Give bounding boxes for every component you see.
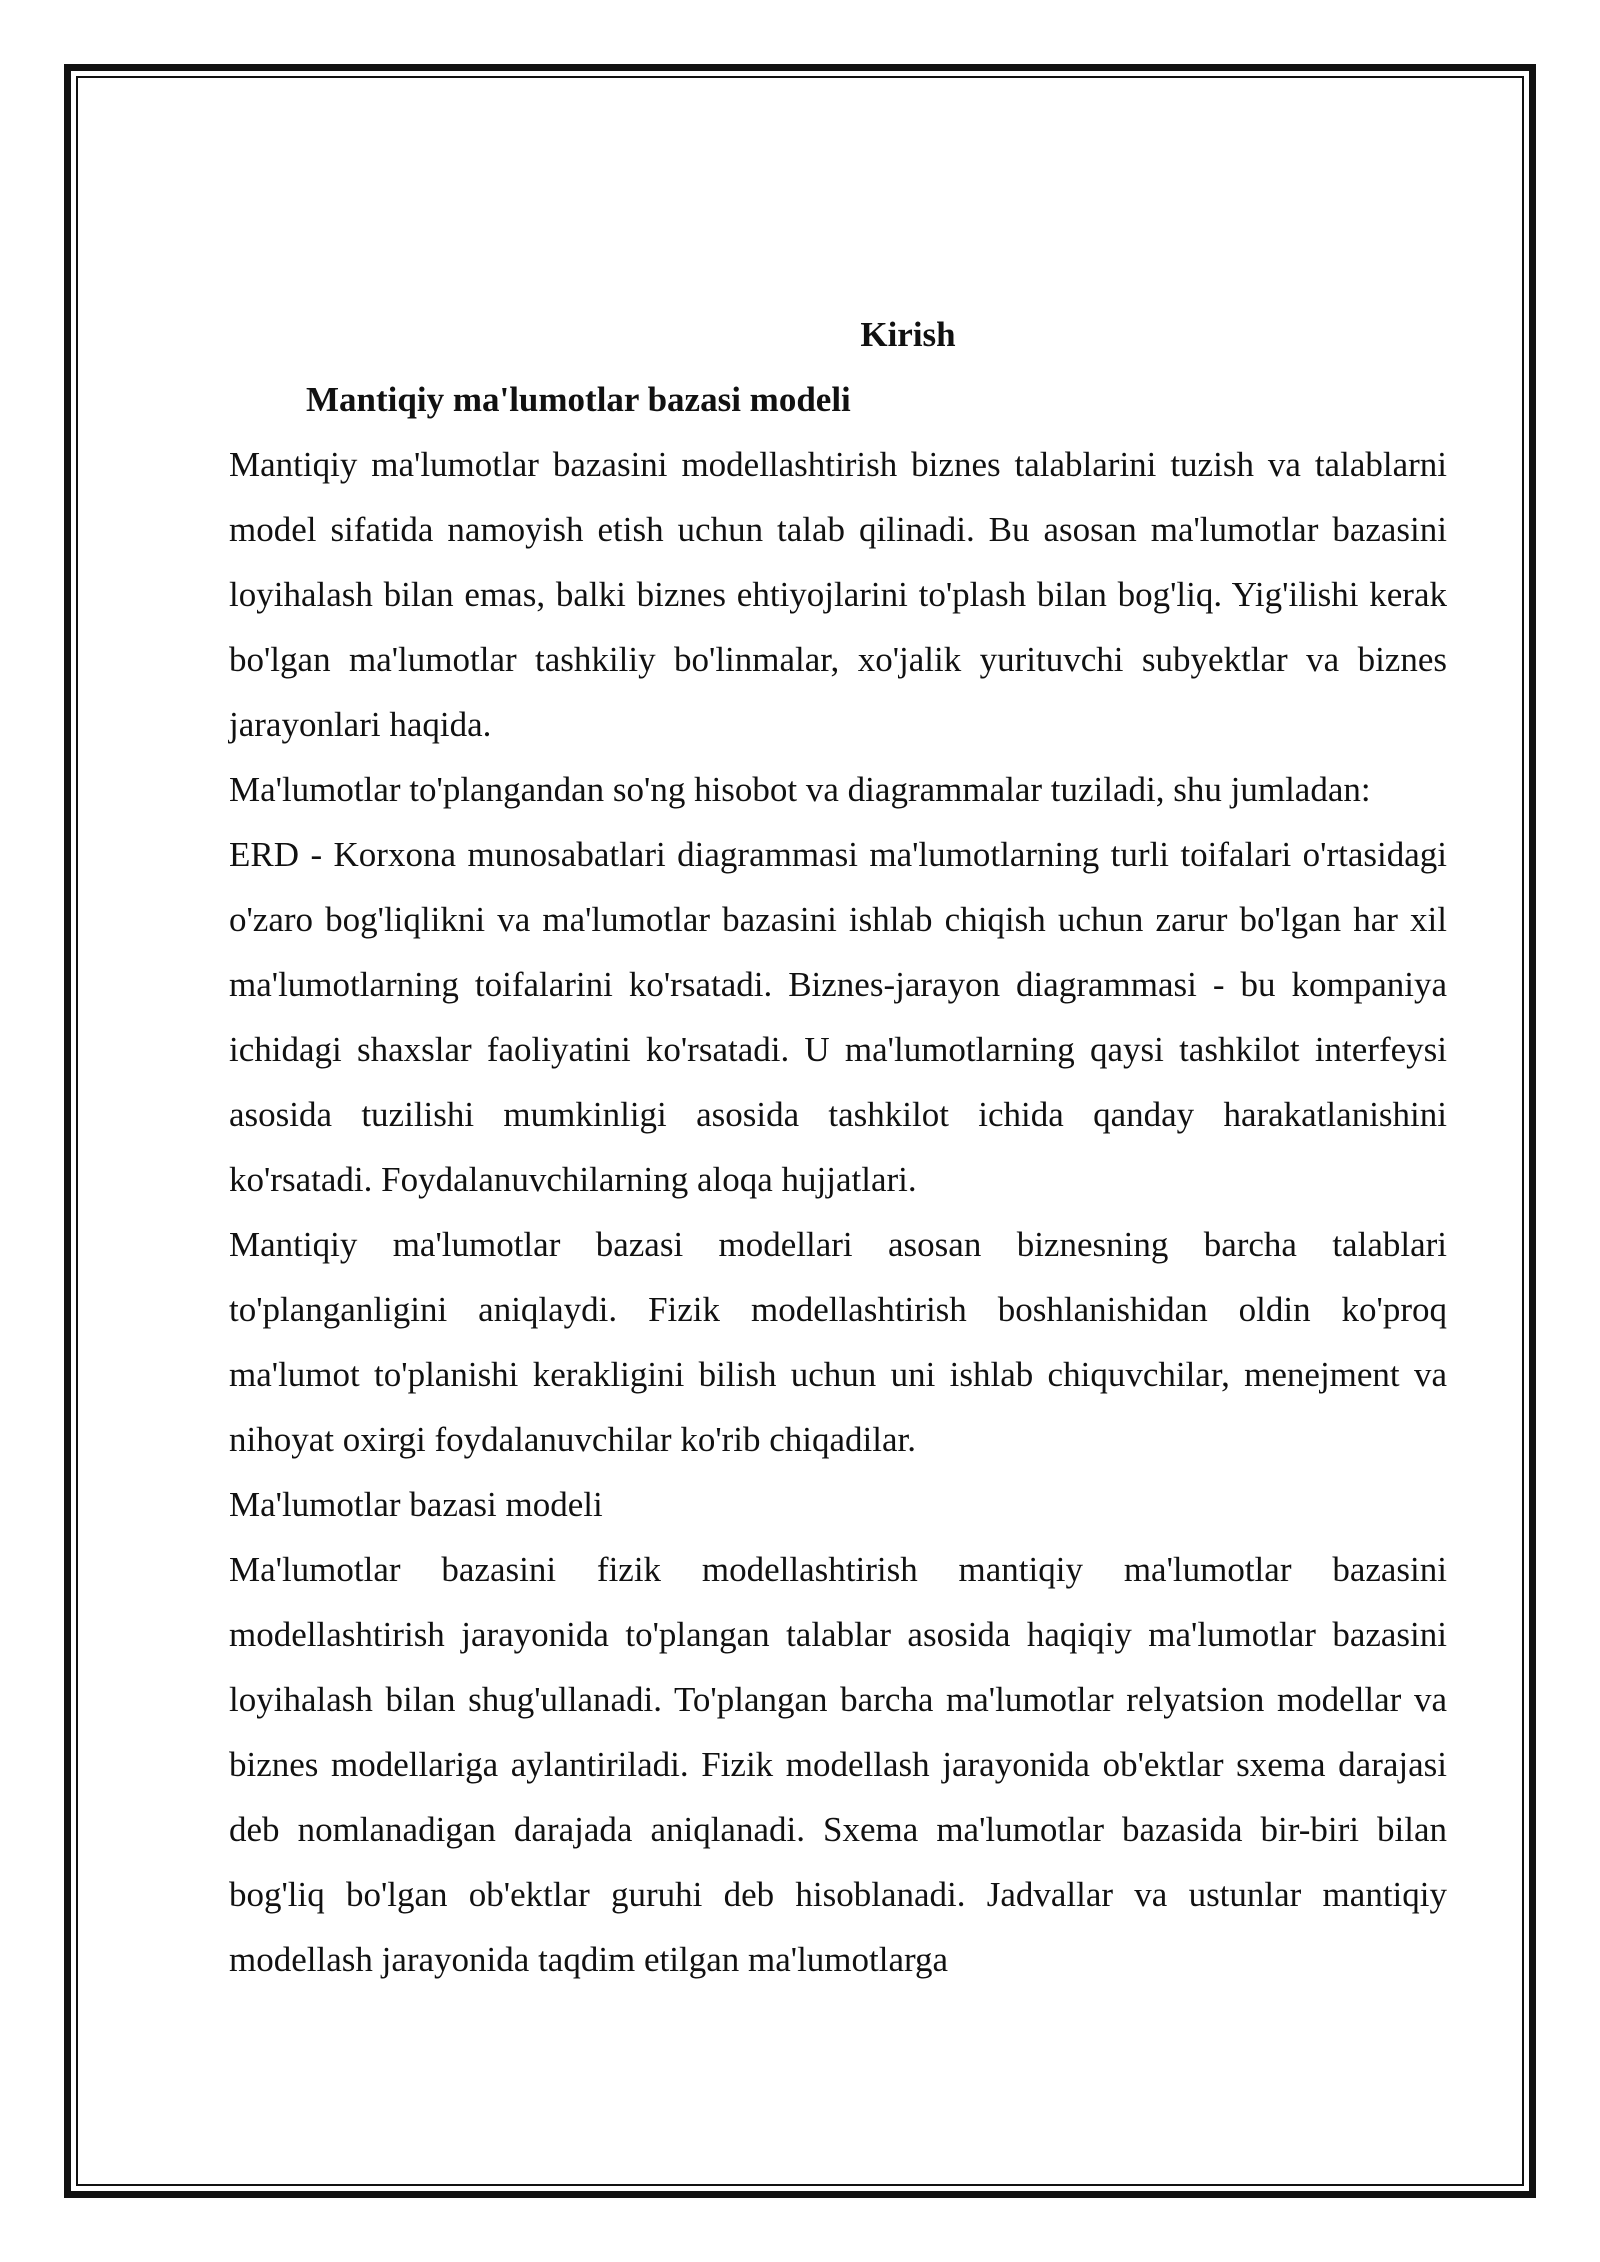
section-heading: Mantiqiy ma'lumotlar bazasi modeli xyxy=(306,380,851,419)
paragraph-database-model-label: Ma'lumotlar bazasi modeli xyxy=(229,1485,603,1524)
paragraph-physical-modeling: Ma'lumotlar bazasini fizik modellashtirish mantiqiy ma'lumotlar bazasini modellashtirish jarayonida to'plangan talablar asosida haqiqiy ma'lumotlar bazasini loyihalash bilan shug'ullanadi. To'plangan barcha ma'lumotlar relyatsion modellar va biznes modellariga aylantiriladi. Fizik modellash jarayonida ob'ektlar sxema darajasi deb nomlanadigan darajada aniqlanadi. Sxema ma'lumotlar bazasida bir-biri bilan bog'liq bo'lgan ob'ektlar guruhi deb hisoblanadi. Jadvallar va ustunlar mantiqiy modellash jarayonida taqdim etilgan ma'lumotlarga xyxy=(229,1550,1447,1979)
paragraph-logical-modeling: Mantiqiy ma'lumotlar bazasini modellashtirish biznes talablarini tuzish va talablarni model sifatida namoyish etish uchun talab qilinadi. Bu asosan ma'lumotlar bazasini loyihalash bilan emas, balki biznes ehtiyojlarini to'plash bilan bog'liq. Yig'ilishi kerak bo'lgan ma'lumotlar tashkiliy bo'linmalar, xo'jalik yurituvchi subyektlar va biznes jarayonlari haqida. xyxy=(229,445,1447,744)
document-body xyxy=(229,302,1447,1992)
paragraph-erd: ERD - Korxona munosabatlari diagrammasi ma'lumotlarning turli toifalari o'rtasidagi o'zaro bog'liqlikni va ma'lumotlar bazasini ishlab chiqish uchun zarur bo'lgan har xil ma'lumotlarning toifalarini ko'rsatadi. Biznes-jarayon diagrammasi - bu kompaniya ichidagi shaxslar faoliyatini ko'rsatadi. U ma'lumotlarning qaysi tashkilot interfeysi asosida tuzilishi mumkinligi asosida tashkilot ichida qanday harakatlanishini ko'rsatadi. Foydalanuvchilarning aloqa hujjatlari. xyxy=(229,835,1447,1199)
document-title: Kirish xyxy=(860,315,956,354)
paragraph-logical-models-summary: Mantiqiy ma'lumotlar bazasi modellari asosan biznesning barcha talablari to'planganligini aniqlaydi. Fizik modellashtirish boshlanishidan oldin ko'proq ma'lumot to'planishi kerakligini bilish uchun uni ishlab chiquvchilar, menejment va nihoyat oxirgi foydalanuvchilar ko'rib chiqadilar. xyxy=(229,1225,1447,1459)
paragraph-reports-intro: Ma'lumotlar to'plangandan so'ng hisobot va diagrammalar tuziladi, shu jumladan: xyxy=(229,770,1371,809)
